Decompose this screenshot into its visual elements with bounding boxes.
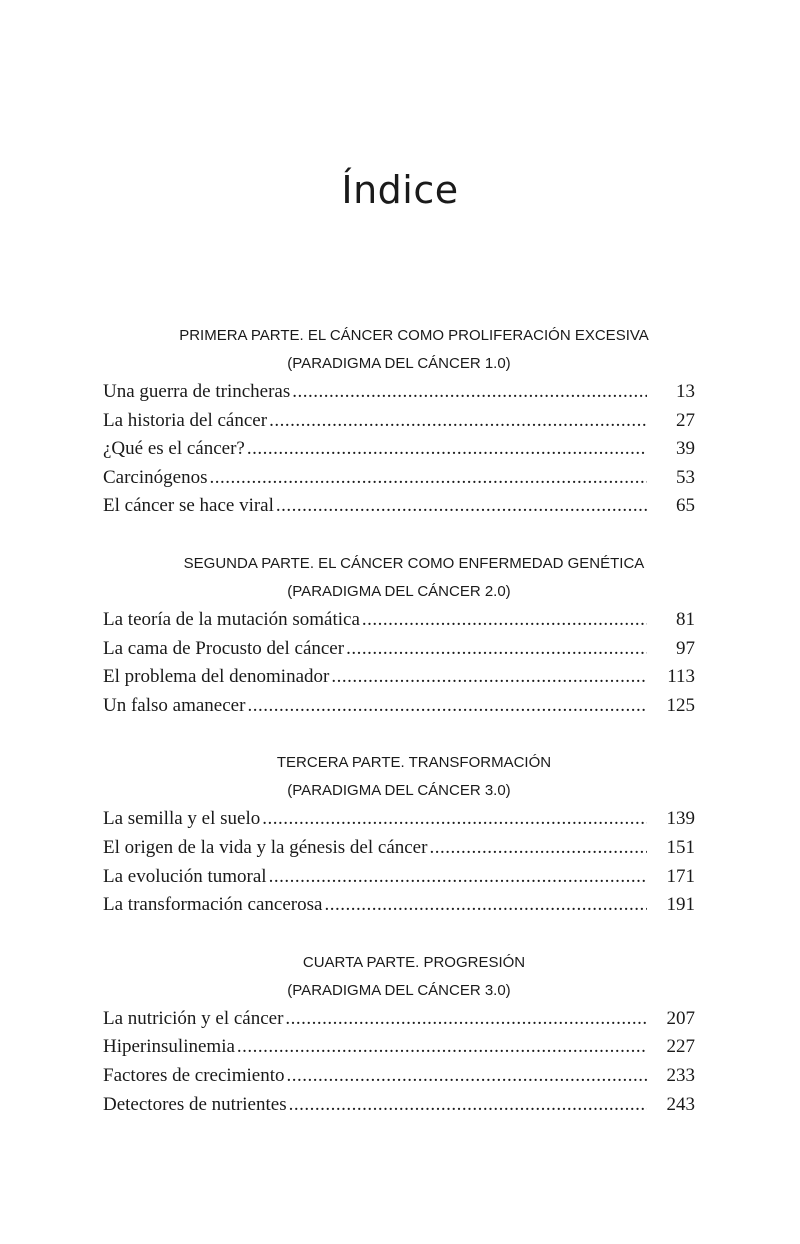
toc-entry[interactable] [103,378,695,407]
entry-title: Factores de crecimiento [103,1064,285,1086]
toc-entry[interactable] [103,692,695,721]
part-subtitle: (PARADIGMA DEL CÁNCER 3.0) [287,981,511,999]
dot-leader [285,1005,647,1034]
dot-leader [324,891,647,920]
toc-entry[interactable] [103,635,695,664]
table-of-contents [103,322,695,1148]
toc-part-1 [103,322,695,521]
page-number: 227 [666,1036,695,1058]
part-title: TERCERA PARTE. TRANSFORMACIÓN [276,754,552,772]
dot-leader [362,606,647,635]
dot-leader [269,407,647,436]
dot-leader [237,1033,647,1062]
page-number: 233 [666,1064,695,1086]
entry-title: Hiperinsulinemia [103,1036,235,1058]
page-number: 113 [667,666,695,688]
page-number: 125 [666,694,695,716]
page-number: 97 [676,637,695,659]
part-title: PRIMERA PARTE. EL CÁNCER COMO PROLIFERACIÓN EXCESIVA [179,327,649,344]
dot-leader [292,378,647,407]
toc-entry[interactable] [103,606,695,635]
part-title: SEGUNDA PARTE. EL CÁNCER COMO ENFERMEDAD GENÉTICA [183,554,645,572]
page-number: 207 [666,1007,695,1029]
toc-entry[interactable] [103,891,695,920]
page-number: 81 [676,608,695,630]
toc-entry[interactable] [103,834,695,863]
entry-title: La semilla y el suelo [103,808,261,830]
dot-leader [247,692,647,721]
toc-part-3 [103,749,695,919]
entry-title: La cama de Procusto del cáncer [103,637,345,659]
page-title: Índice [341,168,459,212]
page-number: 53 [676,466,695,488]
part-title: CUARTA PARTE. PROGRESIÓN [302,953,526,971]
dot-leader [286,1062,647,1091]
page-number: 139 [666,808,695,830]
toc-entry[interactable] [103,492,695,521]
dot-leader [209,464,647,493]
part-subtitle: (PARADIGMA DEL CÁNCER 2.0) [287,582,511,600]
dot-leader [262,805,647,834]
page-number: 27 [676,409,695,431]
toc-entry[interactable] [103,1005,695,1034]
entry-title: Un falso amanecer [103,694,246,716]
page-number: 65 [676,495,695,517]
toc-entry[interactable] [103,663,695,692]
page-number: 171 [666,865,695,887]
entry-title: La transformación cancerosa [103,894,323,916]
page-number: 151 [666,836,695,858]
toc-entry[interactable] [103,1091,695,1120]
toc-part-2 [103,550,695,720]
part-subtitle: (PARADIGMA DEL CÁNCER 3.0) [287,782,511,800]
page-number: 191 [666,894,695,916]
part-subtitle: (PARADIGMA DEL CÁNCER 1.0) [287,355,511,372]
toc-entry[interactable] [103,464,695,493]
page-number: 39 [676,438,695,460]
toc-entry[interactable] [103,1033,695,1062]
dot-leader [269,863,647,892]
dot-leader [289,1091,647,1120]
toc-entry[interactable] [103,1062,695,1091]
dot-leader [429,834,647,863]
entry-title: La historia del cáncer [103,409,268,431]
page-number: 243 [666,1093,695,1115]
dot-leader [276,492,647,521]
entry-title: La nutrición y el cáncer [103,1007,284,1029]
toc-entry[interactable] [103,805,695,834]
dot-leader [331,663,647,692]
toc-part-4 [103,949,695,1119]
entry-title: La evolución tumoral [103,865,267,887]
entry-title: Una guerra de trincheras [103,381,291,402]
entry-title: Carcinógenos [103,466,208,488]
entry-title: ¿Qué es el cáncer? [103,438,245,460]
toc-entry[interactable] [103,863,695,892]
entry-title: El cáncer se hace viral [103,495,274,517]
entry-title: Detectores de nutrientes [103,1093,287,1115]
entry-title: El problema del denominador [103,666,330,688]
page-number: 13 [676,381,695,402]
toc-entry[interactable] [103,435,695,464]
toc-entry[interactable] [103,407,695,436]
entry-title: El origen de la vida y la génesis del cáncer [103,836,428,858]
dot-leader [247,435,647,464]
dot-leader [346,635,647,664]
entry-title: La teoría de la mutación somática [103,608,360,630]
